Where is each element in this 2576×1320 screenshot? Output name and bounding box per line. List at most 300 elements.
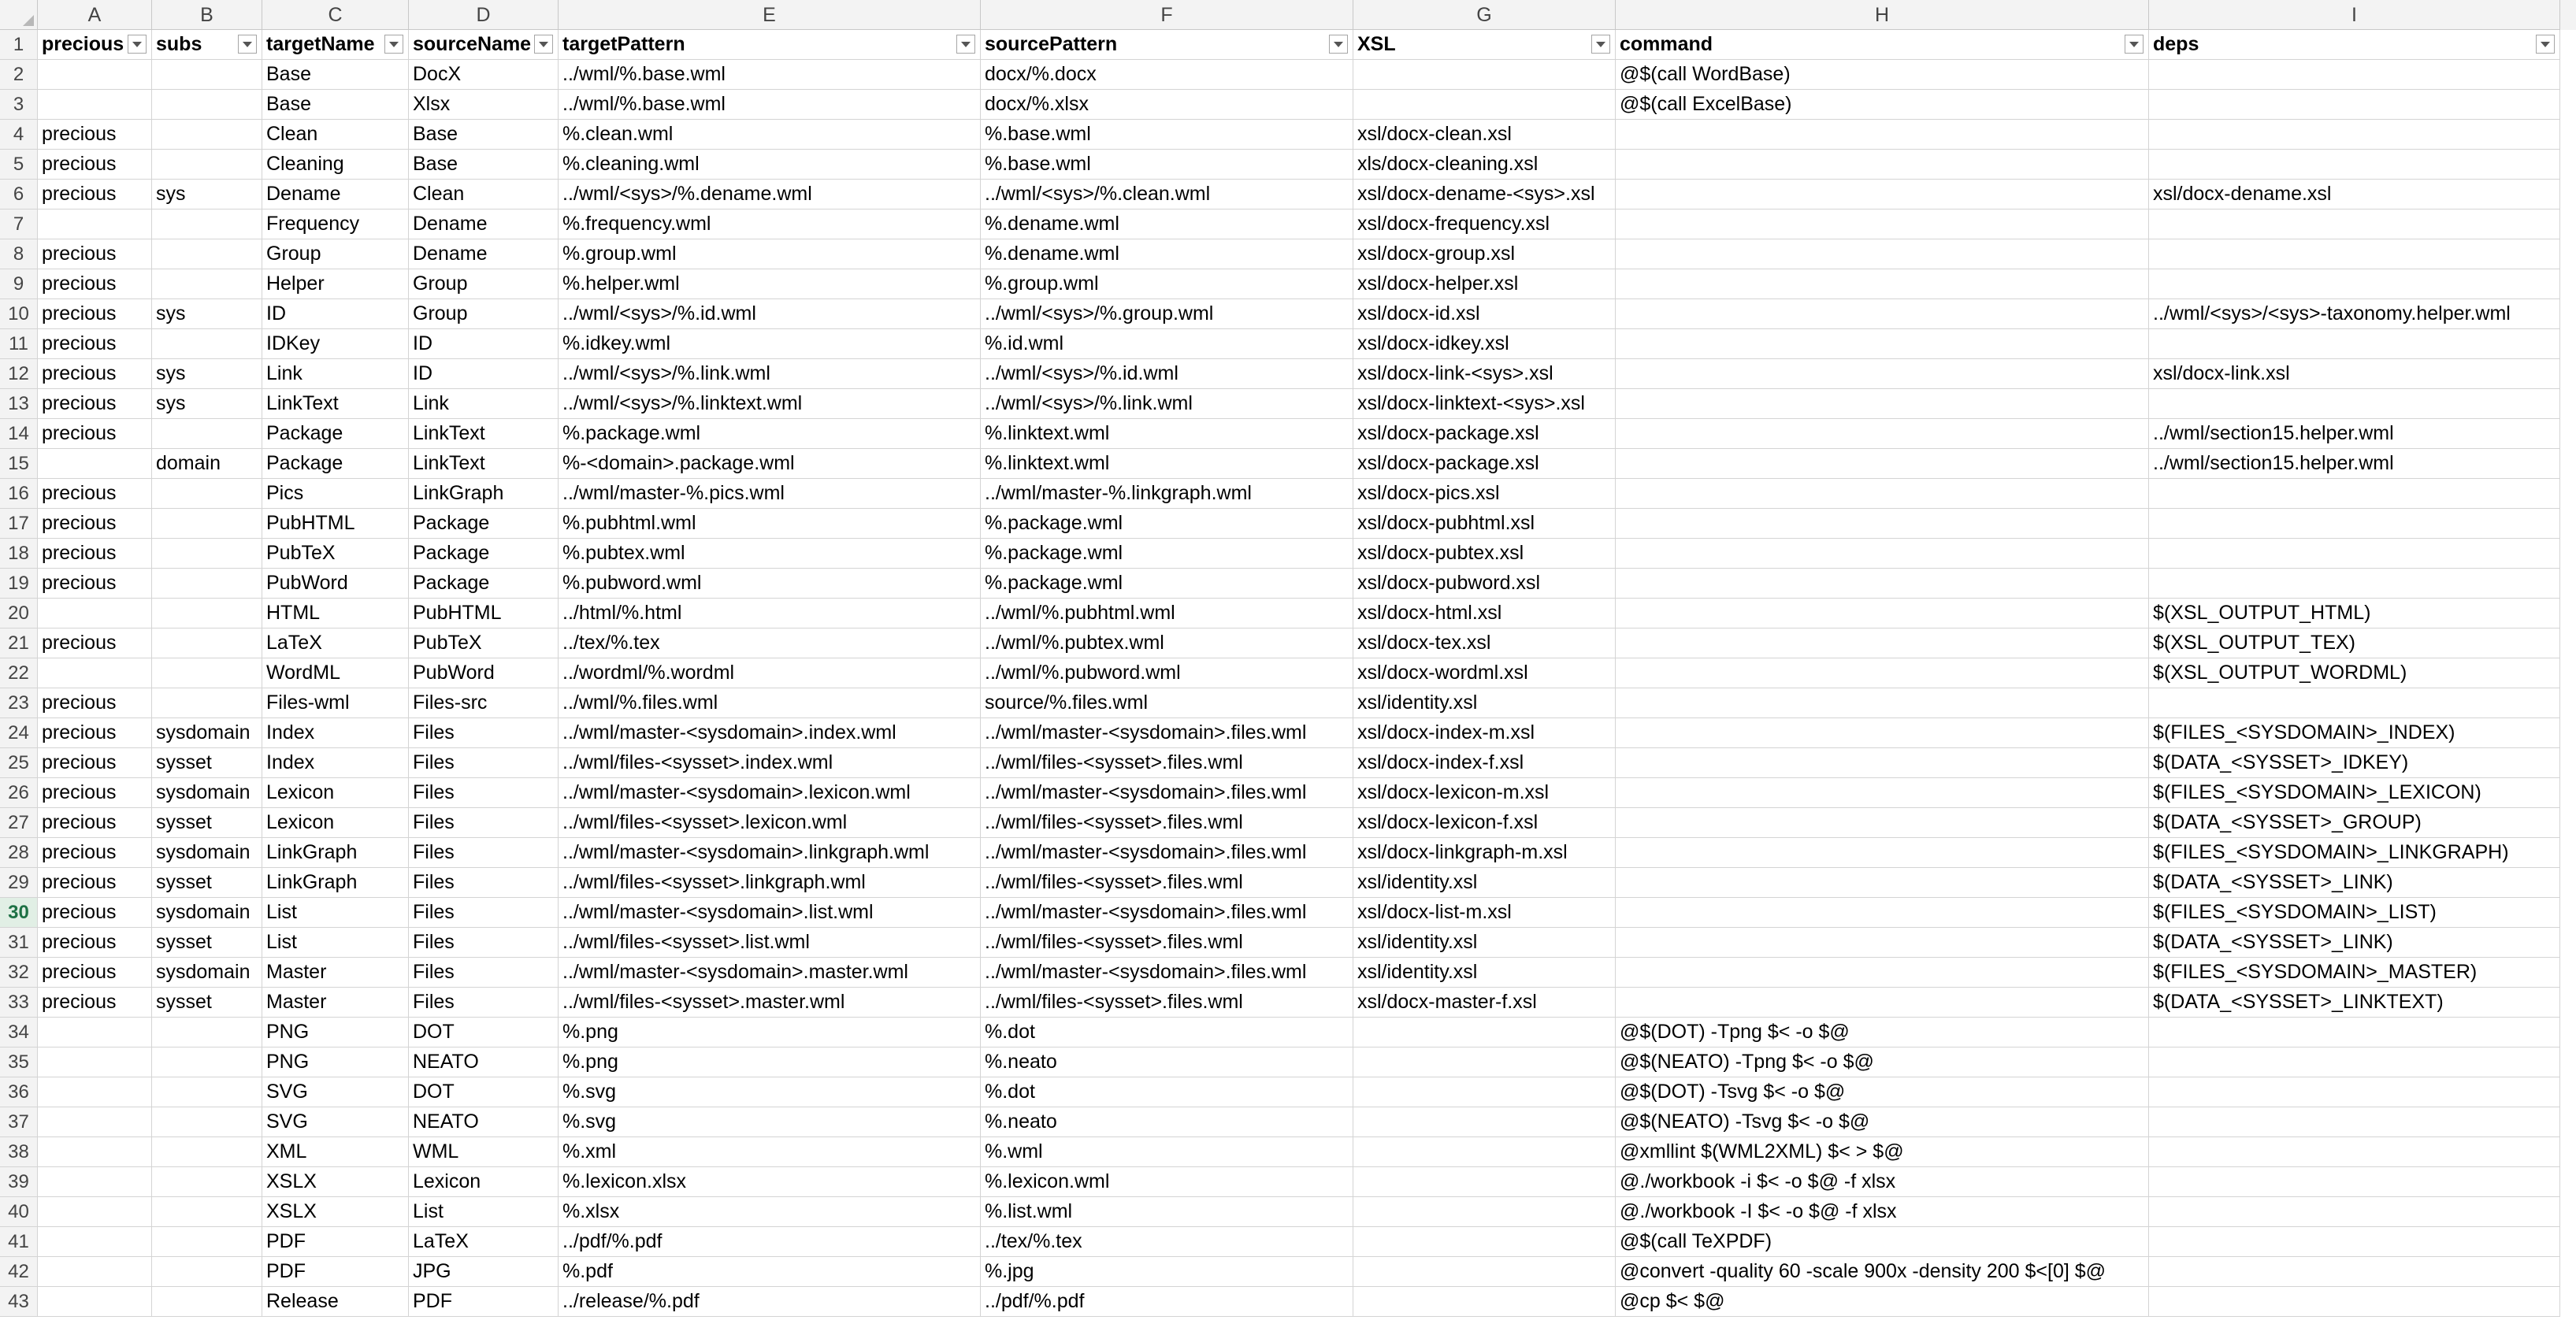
cell-xsl[interactable]: xsl/docx-id.xsl — [1353, 299, 1616, 329]
cell-targetname[interactable]: Master — [262, 988, 409, 1018]
cell-command[interactable] — [1616, 599, 2149, 628]
cell-targetpattern[interactable]: ../wml/%.base.wml — [559, 60, 981, 90]
cell-deps[interactable] — [2149, 329, 2560, 359]
cell-precious[interactable]: precious — [38, 628, 152, 658]
cell-command[interactable] — [1616, 928, 2149, 958]
cell-sourcename[interactable]: PDF — [409, 1287, 559, 1317]
cell-targetname[interactable]: Files-wml — [262, 688, 409, 718]
row-header[interactable]: 11 — [0, 329, 38, 359]
cell-targetname[interactable]: PubWord — [262, 569, 409, 599]
cell-xsl[interactable] — [1353, 1197, 1616, 1227]
cell-xsl[interactable]: xsl/docx-tex.xsl — [1353, 628, 1616, 658]
row-header[interactable]: 3 — [0, 90, 38, 120]
cell-deps[interactable] — [2149, 1107, 2560, 1137]
cell-subs[interactable] — [152, 269, 262, 299]
cell-targetpattern[interactable]: ../html/%.html — [559, 599, 981, 628]
cell-targetpattern[interactable]: %.pubhtml.wml — [559, 509, 981, 539]
cell-deps[interactable] — [2149, 60, 2560, 90]
cell-command[interactable]: @$(NEATO) -Tsvg $< -o $@ — [1616, 1107, 2149, 1137]
cell-targetpattern[interactable]: %.package.wml — [559, 419, 981, 449]
cell-targetname[interactable]: SVG — [262, 1077, 409, 1107]
cell-sourcename[interactable]: Files — [409, 838, 559, 868]
cell-subs[interactable]: sys — [152, 180, 262, 209]
row-header[interactable]: 30 — [0, 898, 38, 928]
cell-xsl[interactable]: xsl/identity.xsl — [1353, 958, 1616, 988]
cell-command[interactable] — [1616, 419, 2149, 449]
cell-command[interactable]: @xmllint $(WML2XML) $< > $@ — [1616, 1137, 2149, 1167]
cell-deps[interactable]: $(DATA_<SYSSET>_LINK) — [2149, 868, 2560, 898]
cell-deps[interactable]: $(DATA_<SYSSET>_IDKEY) — [2149, 748, 2560, 778]
cell-subs[interactable] — [152, 1137, 262, 1167]
header-cell-subs[interactable] — [152, 30, 262, 60]
cell-targetpattern[interactable]: %.pdf — [559, 1257, 981, 1287]
cell-targetpattern[interactable]: %.png — [559, 1018, 981, 1047]
cell-subs[interactable]: sys — [152, 389, 262, 419]
cell-command[interactable] — [1616, 449, 2149, 479]
row-header[interactable]: 7 — [0, 209, 38, 239]
cell-sourcename[interactable]: LaTeX — [409, 1227, 559, 1257]
column-header-c[interactable]: C — [262, 0, 409, 30]
cell-command[interactable] — [1616, 539, 2149, 569]
cell-subs[interactable]: sysdomain — [152, 718, 262, 748]
cell-xsl[interactable]: xsl/docx-idkey.xsl — [1353, 329, 1616, 359]
cell-sourcepattern[interactable]: %.base.wml — [981, 120, 1353, 150]
cell-subs[interactable] — [152, 1287, 262, 1317]
cell-subs[interactable] — [152, 239, 262, 269]
cell-deps[interactable]: xsl/docx-dename.xsl — [2149, 180, 2560, 209]
cell-sourcename[interactable]: Files — [409, 868, 559, 898]
cell-sourcename[interactable]: DOT — [409, 1077, 559, 1107]
cell-targetname[interactable]: Frequency — [262, 209, 409, 239]
cell-sourcename[interactable]: NEATO — [409, 1047, 559, 1077]
cell-deps[interactable] — [2149, 569, 2560, 599]
filter-dropdown-icon[interactable] — [384, 35, 403, 54]
cell-precious[interactable]: precious — [38, 748, 152, 778]
cell-sourcename[interactable]: Files — [409, 778, 559, 808]
cell-precious[interactable]: precious — [38, 389, 152, 419]
cell-sourcepattern[interactable]: %.wml — [981, 1137, 1353, 1167]
cell-xsl[interactable] — [1353, 1287, 1616, 1317]
cell-sourcepattern[interactable]: %.dename.wml — [981, 239, 1353, 269]
cell-targetname[interactable]: HTML — [262, 599, 409, 628]
row-header[interactable]: 38 — [0, 1137, 38, 1167]
header-cell-targetpattern[interactable] — [559, 30, 981, 60]
cell-targetname[interactable]: PNG — [262, 1047, 409, 1077]
column-header-h[interactable]: H — [1616, 0, 2149, 30]
cell-subs[interactable] — [152, 419, 262, 449]
cell-targetpattern[interactable]: ../wml/files-<sysset>.index.wml — [559, 748, 981, 778]
cell-targetpattern[interactable]: %.pubword.wml — [559, 569, 981, 599]
cell-sourcepattern[interactable]: ../wml/%.pubword.wml — [981, 658, 1353, 688]
cell-targetpattern[interactable]: ../wml/<sys>/%.id.wml — [559, 299, 981, 329]
cell-xsl[interactable]: xsl/docx-pics.xsl — [1353, 479, 1616, 509]
cell-deps[interactable]: ../wml/section15.helper.wml — [2149, 419, 2560, 449]
cell-xsl[interactable] — [1353, 1257, 1616, 1287]
row-header[interactable]: 33 — [0, 988, 38, 1018]
cell-sourcename[interactable]: LinkGraph — [409, 479, 559, 509]
cell-precious[interactable]: precious — [38, 688, 152, 718]
cell-command[interactable] — [1616, 269, 2149, 299]
cell-sourcepattern[interactable]: ../wml/<sys>/%.clean.wml — [981, 180, 1353, 209]
cell-targetname[interactable]: Package — [262, 419, 409, 449]
cell-xsl[interactable]: xsl/docx-list-m.xsl — [1353, 898, 1616, 928]
cell-sourcepattern[interactable]: %.linktext.wml — [981, 449, 1353, 479]
cell-targetpattern[interactable]: ../wml/master-<sysdomain>.lexicon.wml — [559, 778, 981, 808]
cell-sourcename[interactable]: Dename — [409, 239, 559, 269]
cell-targetpattern[interactable]: ../wml/<sys>/%.link.wml — [559, 359, 981, 389]
cell-command[interactable]: @convert -quality 60 -scale 900x -density 200 $<[0] $@ — [1616, 1257, 2149, 1287]
cell-xsl[interactable] — [1353, 60, 1616, 90]
cell-command[interactable] — [1616, 180, 2149, 209]
cell-sourcepattern[interactable]: ../wml/files-<sysset>.files.wml — [981, 748, 1353, 778]
row-header[interactable]: 27 — [0, 808, 38, 838]
cell-command[interactable]: @./workbook -I $< -o $@ -f xlsx — [1616, 1197, 2149, 1227]
cell-command[interactable] — [1616, 868, 2149, 898]
cell-deps[interactable] — [2149, 479, 2560, 509]
column-header-a[interactable]: A — [38, 0, 152, 30]
cell-precious[interactable]: precious — [38, 180, 152, 209]
cell-targetpattern[interactable]: ../wml/master-<sysdomain>.linkgraph.wml — [559, 838, 981, 868]
cell-precious[interactable]: precious — [38, 239, 152, 269]
cell-sourcepattern[interactable]: ../wml/files-<sysset>.files.wml — [981, 808, 1353, 838]
cell-targetpattern[interactable]: ../wml/files-<sysset>.linkgraph.wml — [559, 868, 981, 898]
row-header[interactable]: 24 — [0, 718, 38, 748]
row-header[interactable]: 9 — [0, 269, 38, 299]
cell-sourcename[interactable]: Group — [409, 299, 559, 329]
cell-targetname[interactable]: Helper — [262, 269, 409, 299]
cell-sourcename[interactable]: JPG — [409, 1257, 559, 1287]
cell-command[interactable]: @cp $< $@ — [1616, 1287, 2149, 1317]
cell-targetpattern[interactable]: %.xlsx — [559, 1197, 981, 1227]
cell-targetname[interactable]: PNG — [262, 1018, 409, 1047]
cell-sourcename[interactable]: Link — [409, 389, 559, 419]
cell-command[interactable] — [1616, 748, 2149, 778]
cell-deps[interactable] — [2149, 539, 2560, 569]
header-cell-xsl[interactable] — [1353, 30, 1616, 60]
row-header[interactable]: 36 — [0, 1077, 38, 1107]
row-header[interactable]: 13 — [0, 389, 38, 419]
cell-targetpattern[interactable]: ../release/%.pdf — [559, 1287, 981, 1317]
cell-sourcepattern[interactable]: ../tex/%.tex — [981, 1227, 1353, 1257]
cell-xsl[interactable]: xsl/docx-frequency.xsl — [1353, 209, 1616, 239]
cell-subs[interactable]: sys — [152, 299, 262, 329]
cell-deps[interactable] — [2149, 1167, 2560, 1197]
cell-sourcepattern[interactable]: %.linktext.wml — [981, 419, 1353, 449]
cell-sourcepattern[interactable]: source/%.files.wml — [981, 688, 1353, 718]
row-header[interactable]: 4 — [0, 120, 38, 150]
cell-sourcepattern[interactable]: ../wml/%.pubtex.wml — [981, 628, 1353, 658]
select-all-corner[interactable] — [0, 0, 38, 30]
cell-subs[interactable]: sysdomain — [152, 898, 262, 928]
cell-precious[interactable]: precious — [38, 419, 152, 449]
cell-deps[interactable] — [2149, 1047, 2560, 1077]
cell-sourcename[interactable]: Group — [409, 269, 559, 299]
cell-deps[interactable]: $(XSL_OUTPUT_HTML) — [2149, 599, 2560, 628]
row-header[interactable]: 29 — [0, 868, 38, 898]
cell-targetname[interactable]: Pics — [262, 479, 409, 509]
cell-command[interactable] — [1616, 389, 2149, 419]
row-header[interactable]: 35 — [0, 1047, 38, 1077]
cell-subs[interactable] — [152, 658, 262, 688]
cell-targetpattern[interactable]: ../wml/%.base.wml — [559, 90, 981, 120]
cell-targetpattern[interactable]: ../wordml/%.wordml — [559, 658, 981, 688]
cell-targetname[interactable]: PDF — [262, 1257, 409, 1287]
cell-xsl[interactable] — [1353, 90, 1616, 120]
cell-sourcepattern[interactable]: ../wml/files-<sysset>.files.wml — [981, 988, 1353, 1018]
row-header[interactable]: 14 — [0, 419, 38, 449]
cell-targetpattern[interactable]: %-<domain>.package.wml — [559, 449, 981, 479]
cell-targetpattern[interactable]: %.clean.wml — [559, 120, 981, 150]
header-cell-targetname[interactable] — [262, 30, 409, 60]
cell-precious[interactable]: precious — [38, 269, 152, 299]
cell-subs[interactable]: sysdomain — [152, 958, 262, 988]
cell-sourcepattern[interactable]: docx/%.docx — [981, 60, 1353, 90]
column-header-i[interactable]: I — [2149, 0, 2560, 30]
cell-subs[interactable]: sysset — [152, 808, 262, 838]
cell-deps[interactable]: ../wml/section15.helper.wml — [2149, 449, 2560, 479]
cell-targetname[interactable]: Package — [262, 449, 409, 479]
cell-subs[interactable]: domain — [152, 449, 262, 479]
cell-precious[interactable]: precious — [38, 928, 152, 958]
cell-deps[interactable] — [2149, 239, 2560, 269]
cell-sourcename[interactable]: Files — [409, 898, 559, 928]
cell-xsl[interactable] — [1353, 1227, 1616, 1257]
cell-deps[interactable]: $(FILES_<SYSDOMAIN>_MASTER) — [2149, 958, 2560, 988]
cell-command[interactable] — [1616, 718, 2149, 748]
cell-subs[interactable] — [152, 628, 262, 658]
row-header[interactable]: 10 — [0, 299, 38, 329]
cell-targetpattern[interactable]: ../wml/master-<sysdomain>.index.wml — [559, 718, 981, 748]
cell-command[interactable] — [1616, 778, 2149, 808]
row-header[interactable]: 28 — [0, 838, 38, 868]
cell-precious[interactable]: precious — [38, 150, 152, 180]
cell-deps[interactable] — [2149, 1287, 2560, 1317]
row-header[interactable]: 43 — [0, 1287, 38, 1317]
cell-sourcepattern[interactable]: %.id.wml — [981, 329, 1353, 359]
cell-targetname[interactable]: Lexicon — [262, 808, 409, 838]
cell-command[interactable] — [1616, 838, 2149, 868]
cell-xsl[interactable]: xsl/docx-pubword.xsl — [1353, 569, 1616, 599]
cell-command[interactable] — [1616, 988, 2149, 1018]
filter-dropdown-icon[interactable] — [1329, 35, 1348, 54]
cell-sourcepattern[interactable]: ../wml/<sys>/%.id.wml — [981, 359, 1353, 389]
cell-subs[interactable] — [152, 539, 262, 569]
cell-sourcepattern[interactable]: %.group.wml — [981, 269, 1353, 299]
cell-precious[interactable]: precious — [38, 329, 152, 359]
cell-sourcename[interactable]: LinkText — [409, 449, 559, 479]
cell-subs[interactable] — [152, 60, 262, 90]
cell-targetname[interactable]: Index — [262, 748, 409, 778]
cell-targetpattern[interactable]: ../wml/files-<sysset>.lexicon.wml — [559, 808, 981, 838]
cell-precious[interactable] — [38, 658, 152, 688]
row-header[interactable]: 17 — [0, 509, 38, 539]
cell-targetpattern[interactable]: ../pdf/%.pdf — [559, 1227, 981, 1257]
cell-targetname[interactable]: List — [262, 928, 409, 958]
cell-precious[interactable] — [38, 1137, 152, 1167]
cell-targetname[interactable]: Clean — [262, 120, 409, 150]
row-header[interactable]: 37 — [0, 1107, 38, 1137]
cell-sourcepattern[interactable]: %.package.wml — [981, 569, 1353, 599]
cell-command[interactable] — [1616, 628, 2149, 658]
cell-command[interactable] — [1616, 479, 2149, 509]
cell-command[interactable] — [1616, 150, 2149, 180]
cell-sourcepattern[interactable]: ../wml/master-<sysdomain>.files.wml — [981, 778, 1353, 808]
cell-deps[interactable] — [2149, 389, 2560, 419]
cell-sourcename[interactable]: DOT — [409, 1018, 559, 1047]
cell-sourcepattern[interactable]: ../wml/<sys>/%.link.wml — [981, 389, 1353, 419]
cell-targetpattern[interactable]: %.xml — [559, 1137, 981, 1167]
filter-dropdown-icon[interactable] — [238, 35, 257, 54]
cell-precious[interactable] — [38, 1227, 152, 1257]
row-header[interactable]: 34 — [0, 1018, 38, 1047]
row-header[interactable]: 31 — [0, 928, 38, 958]
cell-precious[interactable] — [38, 1047, 152, 1077]
cell-deps[interactable]: $(FILES_<SYSDOMAIN>_LEXICON) — [2149, 778, 2560, 808]
cell-precious[interactable]: precious — [38, 569, 152, 599]
cell-xsl[interactable]: xsl/docx-html.xsl — [1353, 599, 1616, 628]
cell-command[interactable]: @./workbook -i $< -o $@ -f xlsx — [1616, 1167, 2149, 1197]
row-header[interactable]: 20 — [0, 599, 38, 628]
cell-sourcename[interactable]: Files — [409, 808, 559, 838]
cell-command[interactable]: @$(DOT) -Tpng $< -o $@ — [1616, 1018, 2149, 1047]
cell-sourcename[interactable]: PubWord — [409, 658, 559, 688]
cell-command[interactable] — [1616, 688, 2149, 718]
cell-targetname[interactable]: Index — [262, 718, 409, 748]
row-header[interactable]: 39 — [0, 1167, 38, 1197]
header-cell-sourcepattern[interactable] — [981, 30, 1353, 60]
cell-targetname[interactable]: PubHTML — [262, 509, 409, 539]
cell-command[interactable] — [1616, 898, 2149, 928]
cell-sourcename[interactable]: PubHTML — [409, 599, 559, 628]
cell-sourcepattern[interactable]: %.lexicon.wml — [981, 1167, 1353, 1197]
cell-targetname[interactable]: WordML — [262, 658, 409, 688]
filter-dropdown-icon[interactable] — [2125, 35, 2144, 54]
cell-sourcename[interactable]: DocX — [409, 60, 559, 90]
cell-sourcepattern[interactable]: %.neato — [981, 1107, 1353, 1137]
cell-xsl[interactable]: xsl/docx-index-f.xsl — [1353, 748, 1616, 778]
cell-targetname[interactable]: List — [262, 898, 409, 928]
column-header-f[interactable]: F — [981, 0, 1353, 30]
cell-deps[interactable]: $(XSL_OUTPUT_TEX) — [2149, 628, 2560, 658]
cell-subs[interactable] — [152, 120, 262, 150]
filter-dropdown-icon[interactable] — [534, 35, 553, 54]
row-header[interactable]: 18 — [0, 539, 38, 569]
cell-subs[interactable] — [152, 1227, 262, 1257]
cell-sourcename[interactable]: Files-src — [409, 688, 559, 718]
cell-xsl[interactable]: xsl/docx-lexicon-m.xsl — [1353, 778, 1616, 808]
cell-sourcepattern[interactable]: ../wml/master-<sysdomain>.files.wml — [981, 958, 1353, 988]
cell-sourcename[interactable]: Files — [409, 988, 559, 1018]
cell-deps[interactable]: $(DATA_<SYSSET>_LINK) — [2149, 928, 2560, 958]
cell-deps[interactable]: ../wml/<sys>/<sys>-taxonomy.helper.wml — [2149, 299, 2560, 329]
cell-targetpattern[interactable]: ../wml/%.files.wml — [559, 688, 981, 718]
header-cell-deps[interactable] — [2149, 30, 2560, 60]
cell-sourcepattern[interactable]: ../wml/<sys>/%.group.wml — [981, 299, 1353, 329]
cell-sourcepattern[interactable]: %.package.wml — [981, 509, 1353, 539]
cell-targetpattern[interactable]: %.cleaning.wml — [559, 150, 981, 180]
cell-subs[interactable]: sys — [152, 359, 262, 389]
cell-sourcepattern[interactable]: ../wml/master-<sysdomain>.files.wml — [981, 838, 1353, 868]
cell-sourcepattern[interactable]: ../wml/%.pubhtml.wml — [981, 599, 1353, 628]
cell-deps[interactable]: $(FILES_<SYSDOMAIN>_INDEX) — [2149, 718, 2560, 748]
row-header[interactable]: 22 — [0, 658, 38, 688]
column-header-e[interactable]: E — [559, 0, 981, 30]
cell-targetname[interactable]: XML — [262, 1137, 409, 1167]
cell-targetname[interactable]: Link — [262, 359, 409, 389]
cell-xsl[interactable] — [1353, 1107, 1616, 1137]
cell-targetpattern[interactable]: ../wml/master-<sysdomain>.master.wml — [559, 958, 981, 988]
cell-sourcepattern[interactable]: ../pdf/%.pdf — [981, 1287, 1353, 1317]
cell-sourcepattern[interactable]: %.dot — [981, 1018, 1353, 1047]
cell-precious[interactable]: precious — [38, 778, 152, 808]
cell-xsl[interactable] — [1353, 1167, 1616, 1197]
cell-targetname[interactable]: Cleaning — [262, 150, 409, 180]
row-header[interactable]: 12 — [0, 359, 38, 389]
cell-sourcename[interactable]: Files — [409, 718, 559, 748]
cell-targetpattern[interactable]: ../wml/files-<sysset>.list.wml — [559, 928, 981, 958]
cell-command[interactable] — [1616, 808, 2149, 838]
cell-targetpattern[interactable]: ../wml/master-<sysdomain>.list.wml — [559, 898, 981, 928]
cell-targetname[interactable]: Master — [262, 958, 409, 988]
cell-xsl[interactable]: xsl/docx-package.xsl — [1353, 419, 1616, 449]
cell-targetpattern[interactable]: %.lexicon.xlsx — [559, 1167, 981, 1197]
cell-targetname[interactable]: Group — [262, 239, 409, 269]
cell-precious[interactable]: precious — [38, 838, 152, 868]
row-header[interactable]: 32 — [0, 958, 38, 988]
cell-xsl[interactable]: xsl/docx-helper.xsl — [1353, 269, 1616, 299]
cell-xsl[interactable]: xsl/identity.xsl — [1353, 928, 1616, 958]
cell-sourcename[interactable]: List — [409, 1197, 559, 1227]
cell-subs[interactable] — [152, 1167, 262, 1197]
cell-targetname[interactable]: Lexicon — [262, 778, 409, 808]
cell-deps[interactable] — [2149, 90, 2560, 120]
cell-deps[interactable]: $(FILES_<SYSDOMAIN>_LINKGRAPH) — [2149, 838, 2560, 868]
cell-sourcepattern[interactable]: %.package.wml — [981, 539, 1353, 569]
cell-subs[interactable]: sysset — [152, 988, 262, 1018]
cell-targetpattern[interactable]: %.helper.wml — [559, 269, 981, 299]
cell-command[interactable]: @$(call ExcelBase) — [1616, 90, 2149, 120]
cell-sourcename[interactable]: ID — [409, 359, 559, 389]
cell-sourcename[interactable]: Clean — [409, 180, 559, 209]
filter-dropdown-icon[interactable] — [956, 35, 975, 54]
cell-command[interactable] — [1616, 958, 2149, 988]
cell-subs[interactable] — [152, 329, 262, 359]
cell-subs[interactable] — [152, 150, 262, 180]
cell-xsl[interactable] — [1353, 1018, 1616, 1047]
cell-deps[interactable] — [2149, 1227, 2560, 1257]
cell-deps[interactable] — [2149, 688, 2560, 718]
row-header[interactable]: 8 — [0, 239, 38, 269]
cell-deps[interactable] — [2149, 120, 2560, 150]
cell-targetname[interactable]: XSLX — [262, 1197, 409, 1227]
cell-precious[interactable]: precious — [38, 359, 152, 389]
cell-subs[interactable] — [152, 569, 262, 599]
cell-targetname[interactable]: IDKey — [262, 329, 409, 359]
cell-deps[interactable] — [2149, 1137, 2560, 1167]
row-header[interactable]: 26 — [0, 778, 38, 808]
cell-xsl[interactable]: xsl/docx-master-f.xsl — [1353, 988, 1616, 1018]
cell-precious[interactable] — [38, 1107, 152, 1137]
cell-xsl[interactable]: xls/docx-cleaning.xsl — [1353, 150, 1616, 180]
cell-xsl[interactable]: xsl/docx-lexicon-f.xsl — [1353, 808, 1616, 838]
cell-targetname[interactable]: PDF — [262, 1227, 409, 1257]
cell-precious[interactable]: precious — [38, 509, 152, 539]
cell-sourcename[interactable]: Base — [409, 120, 559, 150]
cell-targetpattern[interactable]: %.group.wml — [559, 239, 981, 269]
cell-sourcename[interactable]: Files — [409, 958, 559, 988]
cell-subs[interactable] — [152, 1257, 262, 1287]
cell-xsl[interactable]: xsl/docx-package.xsl — [1353, 449, 1616, 479]
